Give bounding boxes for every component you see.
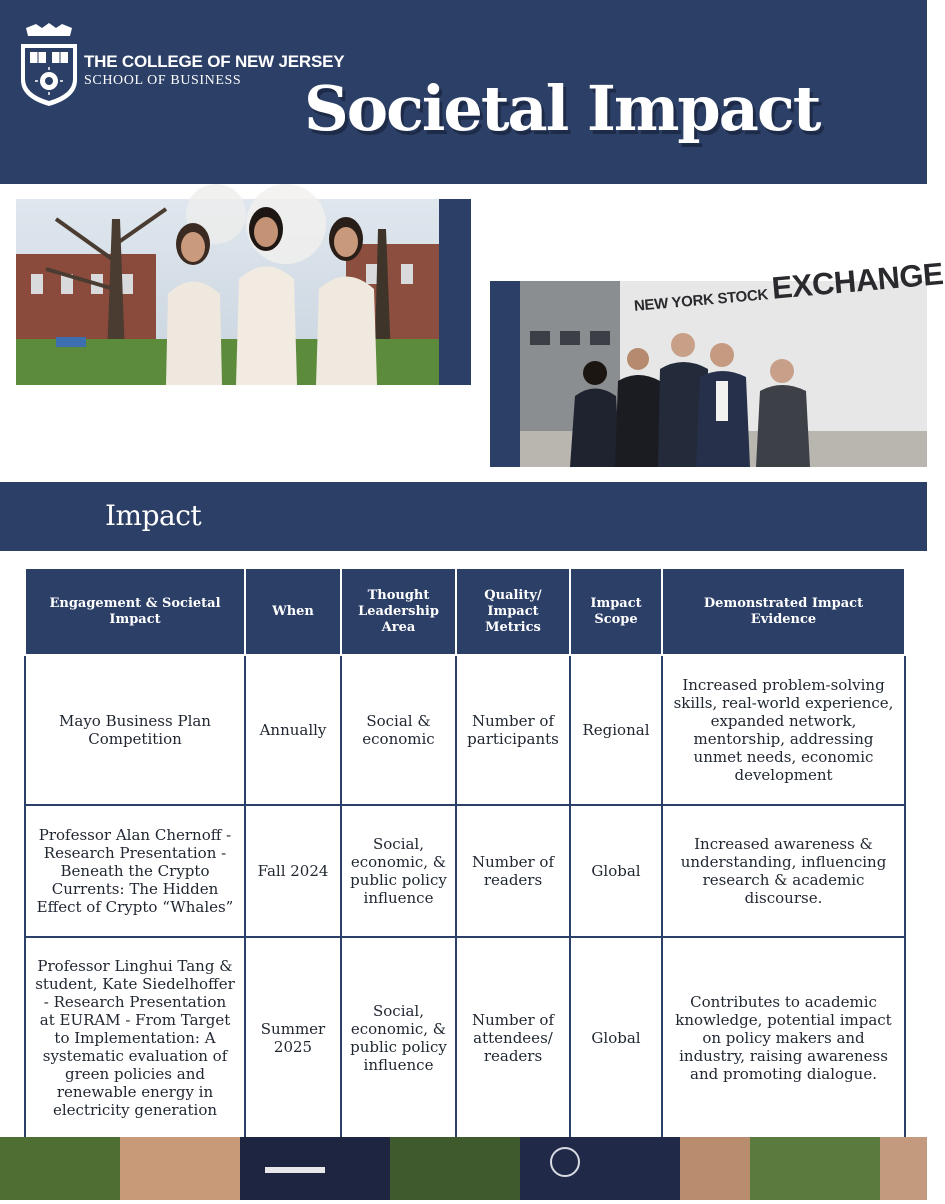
impact-table bbox=[24, 567, 904, 1140]
table-cell: Professor Linghui Tang & student, Kate Siedelhoffer - Research Presentation at EURAM - From Target to Implementation: A systematic evaluation of green policies and renewable energy in electricity generation bbox=[25, 937, 245, 1139]
school-name: SCHOOL OF BUSINESS bbox=[84, 73, 242, 88]
table-row bbox=[25, 805, 905, 937]
table-cell: Increased problem-solving skills, real-world experience, expanded network, mentorship, addressing unmet needs, economic development bbox=[662, 655, 905, 805]
column-header-scope: Impact Scope bbox=[570, 568, 662, 655]
photo-accent-bar bbox=[438, 199, 471, 385]
column-header-engagement: Engagement & Societal Impact bbox=[25, 568, 245, 655]
bottom-garden-photo bbox=[0, 1137, 927, 1200]
table-cell: Increased awareness & understanding, influencing research & academic discourse. bbox=[662, 805, 905, 937]
table-cell: Global bbox=[570, 805, 662, 937]
students-campus-photo bbox=[16, 199, 439, 385]
nyse-sign-line2: EXCHANGE bbox=[770, 255, 945, 306]
column-header-evidence: Demonstrated Impact Evidence bbox=[662, 568, 905, 655]
table-cell: Fall 2024 bbox=[245, 805, 341, 937]
table-cell: Social, economic, & public policy influence bbox=[341, 937, 456, 1139]
table-cell: Summer 2025 bbox=[245, 937, 341, 1139]
table-row bbox=[25, 937, 905, 1139]
nyse-sign-line1: NEW YORK STOCK bbox=[633, 286, 769, 315]
page-title: Societal Impact bbox=[304, 72, 820, 145]
section-heading: Impact bbox=[105, 499, 202, 532]
college-crest-logo bbox=[18, 22, 80, 108]
table-cell: Number of participants bbox=[456, 655, 570, 805]
table-cell: Global bbox=[570, 937, 662, 1139]
table-cell: Social & economic bbox=[341, 655, 456, 805]
table-cell: Mayo Business Plan Competition bbox=[25, 655, 245, 805]
table-cell: Annually bbox=[245, 655, 341, 805]
table-header-row bbox=[25, 568, 905, 655]
table-cell: Regional bbox=[570, 655, 662, 805]
table-cell: Professor Alan Chernoff - Research Presentation - Beneath the Crypto Currents: The Hidden Effect of Crypto “Whales” bbox=[25, 805, 245, 937]
college-name: THE COLLEGE OF NEW JERSEY bbox=[84, 52, 345, 71]
column-header-metrics: Quality/ Impact Metrics bbox=[456, 568, 570, 655]
table-cell: Social, economic, & public policy influence bbox=[341, 805, 456, 937]
table-cell: Number of readers bbox=[456, 805, 570, 937]
table-cell: Number of attendees/ readers bbox=[456, 937, 570, 1139]
photo-accent-bar bbox=[490, 281, 521, 467]
table-cell: Contributes to academic knowledge, potential impact on policy makers and industry, raising awareness and promoting dialogue. bbox=[662, 937, 905, 1139]
column-header-when: When bbox=[245, 568, 341, 655]
column-header-thought-leadership: Thought Leadership Area bbox=[341, 568, 456, 655]
table-row bbox=[25, 655, 905, 805]
